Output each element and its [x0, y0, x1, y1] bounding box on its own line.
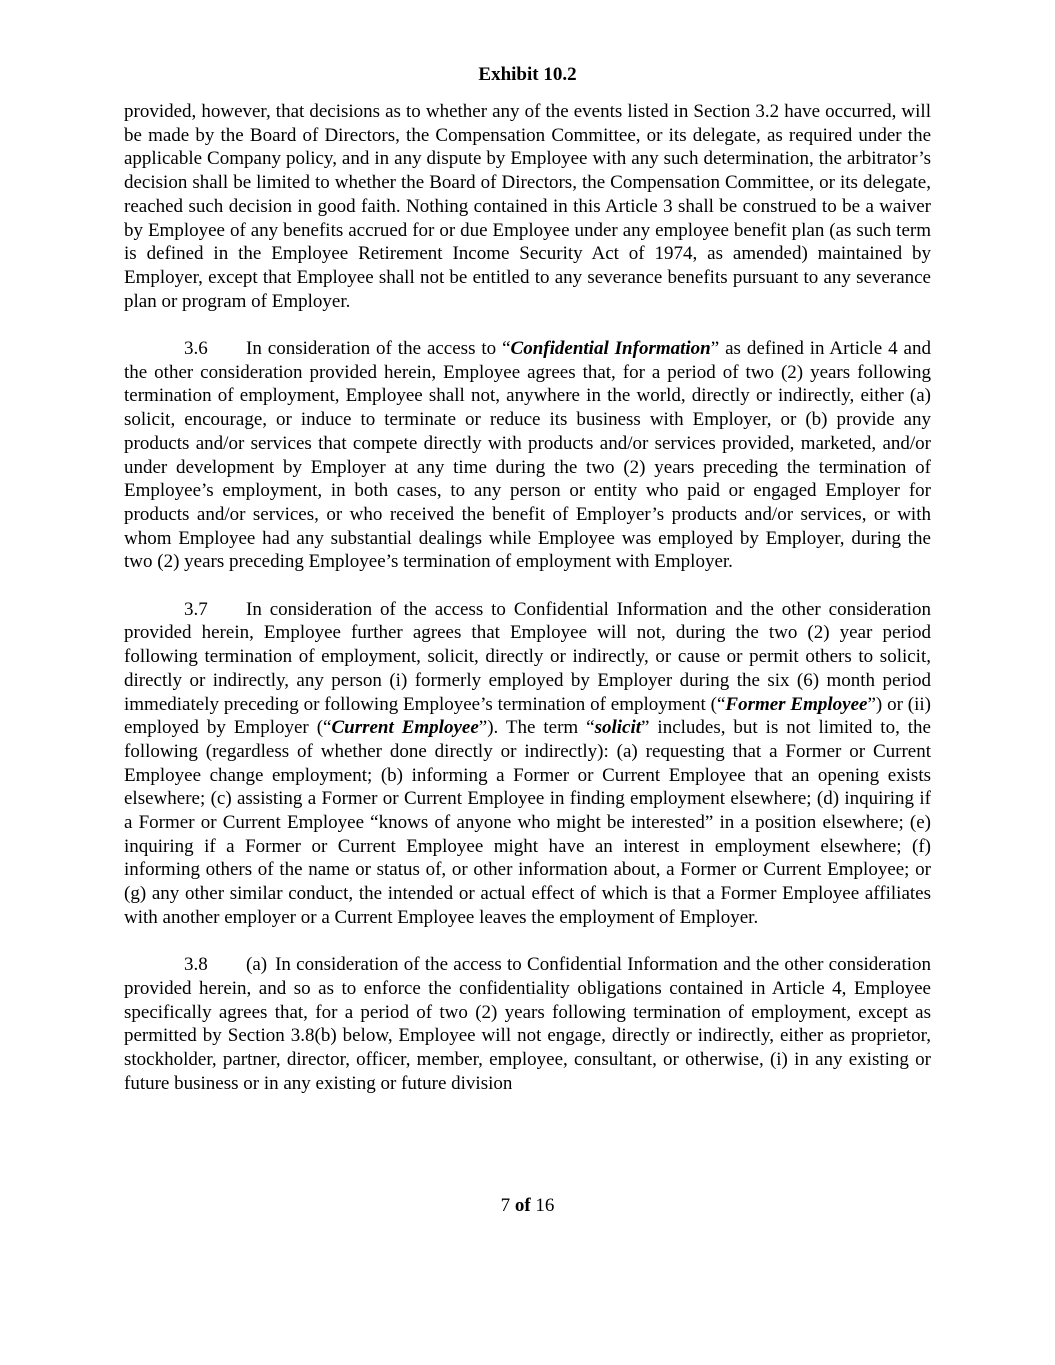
defined-term: Former Employee [725, 693, 868, 715]
section-3-7 [124, 598, 931, 930]
section-number: 3.7 [184, 598, 208, 620]
section-number: 3.6 [184, 338, 208, 360]
total-pages: 16 [535, 1195, 555, 1216]
document-body [124, 100, 931, 1119]
current-page: 7 [500, 1195, 511, 1216]
subsection-label: (a) [246, 954, 268, 976]
defined-term: Current Employee [331, 717, 479, 739]
of-label: of [514, 1195, 531, 1216]
section-text: ”) or (ii) employed by Employer (“ [124, 693, 932, 739]
defined-term: solicit [594, 717, 642, 739]
paragraph-text: provided, however, that decisions as to whether any of the events listed in Section 3.2 have occurred, will be made by the Board of Directors, the Compensation Committee, or its delegate, as required under the applicable Company policy, and in any dispute by Employee with any such determination, the arbitrator’s decision shall be limited to whether the Board of Directors, the Compensation Committee, or its delegate, reached such decision in good faith. Nothing contained in this Article 3 shall be construed to be a waiver by Employee of any benefits accrued for or due Employee under any employee benefit plan (as such term is defined in the Employee Retirement Income Security Act of 1974, as amended) maintained by Employer, except that Employee shall not be entitled to any severance benefits pursuant to any severance plan or program of Employer. [124, 101, 931, 312]
section-3-8 [124, 953, 931, 1095]
section-text: ”). The term “ [478, 717, 595, 739]
page-number [0, 1194, 1055, 1218]
exhibit-title: Exhibit 10.2 [478, 64, 577, 85]
section-text: In consideration of the access to Confidential Information and the other consideration provided herein, Employee further agrees that Employee will not, during the two (2) year period following termination of employment, solicit, directly or indirectly, or cause or permit others to solicit, directly or indirectly, any person (i) formerly employed by Employer during the six (6) month period immediately preceding or following Employee’s termination of employment (“ [124, 598, 931, 715]
paragraph-continuation [124, 100, 931, 313]
defined-term: Confidential Information [510, 338, 711, 360]
section-text: In consideration of the access to Confidential Information and the other consideration provided herein, and so as to enforce the confidentiality obligations contained in Article 4, Employee specifically agrees that, for a period of two (2) years following termination of employment, except as permitted by Section 3.8(b) below, Employee will not engage, directly or indirectly, either as proprietor, stockholder, partner, director, officer, member, employee, consultant, or otherwise, (i) in any existing or future business or in any existing or future division [124, 954, 931, 1094]
section-3-6 [124, 337, 931, 574]
section-text: In consideration of the access to “ [246, 338, 511, 360]
section-number: 3.8 [184, 954, 208, 976]
section-text: ” includes, but is not limited to, the following (regardless of whether done directly or indirectly): (a) requesting that a Former or Current Employee change employment; (b) informing a Former or Current Employee that an opening exists elsewhere; (c) assisting a Former or Current Employee in finding employment elsewhere; (d) inquiring if a Former or Current Employee “knows of anyone who might be interested” in a position elsewhere; (e) inquiring if a Former or Current Employee might have an interest in employment elsewhere; (f) informing others of the name or status of, or other information about, a Former or Current Employee; or (g) any other similar conduct, the intended or actual effect of which is that a Former Employee affiliates with another employer or a Current Employee leaves the employment of Employer. [124, 717, 931, 928]
section-text: ” as defined in Article 4 and the other consideration provided herein, Employee agrees that, for a period of two (2) years following termination of employment, Employee shall not, anywhere in the world, directly or indirectly, either (a) solicit, encourage, or induce to terminate or reduce its business with Employer, or (b) provide any products and/or services that compete directly with products and/or services provided, marketed, and/or under development by Employer at any time during the two (2) years preceding the termination of Employee’s employment, in both cases, to any person or entity who paid or engaged Employer for products and/or services, or who received the benefit of Employer’s products and/or services, or with whom Employee had any substantial dealings while Employee was employed by Employer, during the two (2) years preceding Employee’s termination of employment with Employer. [124, 338, 931, 573]
